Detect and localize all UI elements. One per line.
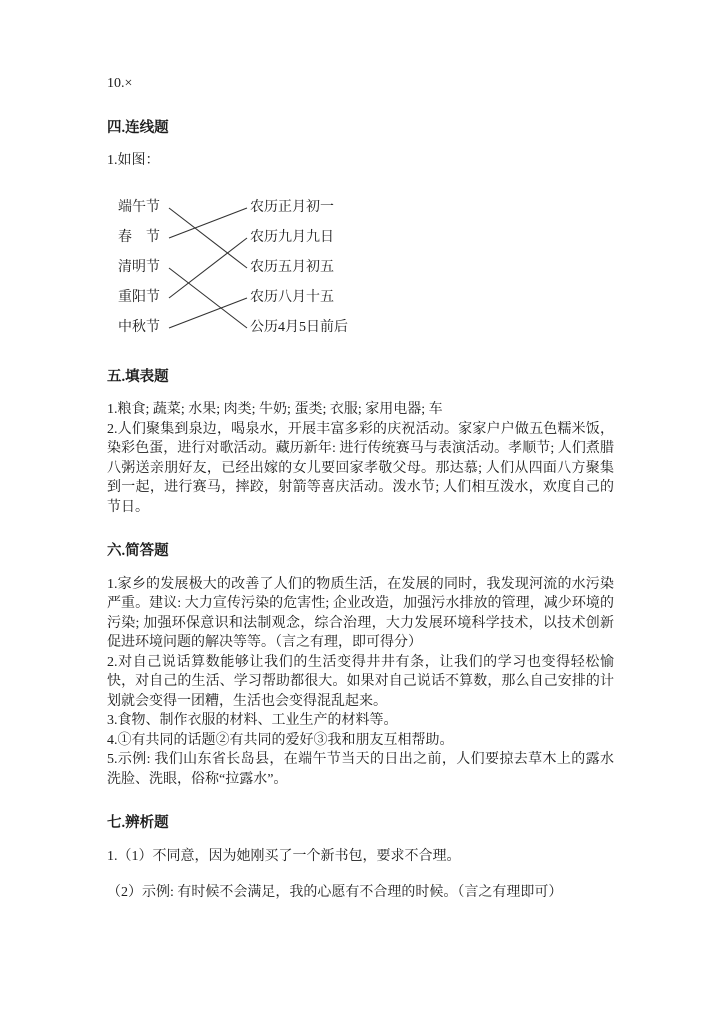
matching-right-column (250, 193, 348, 343)
date-label-lunar-aug-15: 农历八月十五 (250, 289, 334, 305)
short-answer-1: 1.家乡的发展极大的改善了人们的物质生活，在发展的同时，我发现河流的水污染严重。建议: 大力宣传污染的危害性; 企业改造，加强污水排放的管理，减少环境的污染; 加强环保意识和法制观念，综合治理，大力发展环境科学技术，以技术创新促进环境问题的解决等等。（言之有理，即可得分） (107, 576, 614, 650)
date-label-lunar-jan-1: 农历正月初一 (250, 199, 334, 215)
date-label-lunar-sep-9: 农历九月九日 (250, 229, 334, 245)
matching-diagram (118, 193, 614, 343)
short-answer-5: 5.示例: 我们山东省长岛县，在端午节当天的日出之前，人们要掠去草木上的露水洗脸、洗眼，俗称“拉露水”。 (107, 752, 614, 787)
fill-table-answer-1: 1.粮食; 蔬菜; 水果; 肉类; 牛奶; 蛋类; 衣服; 家用电器; 车 (107, 402, 443, 417)
festival-label-double-ninth: 重阳节 (118, 289, 160, 305)
matching-connection-lines (166, 193, 250, 343)
festival-label-spring: 春 节 (118, 229, 160, 245)
section-title-matching: 四.连线题 (107, 119, 169, 136)
short-answer-answers (107, 575, 614, 790)
matching-question-label: 1.如图： (107, 153, 160, 168)
festival-label-dragon-boat: 端午节 (118, 199, 160, 215)
short-answer-2: 2.对自己说话算数能够让我们的生活变得井井有条，让我们的学习也变得轻松愉快，对自己的生活、学习帮助都很大。如果对自己说话不算数，那么自己安排的计划就会变得一团糟，生活也会变得混乱起来。 (107, 654, 614, 709)
section-title-fill-table: 五.填表题 (107, 368, 169, 385)
answer-sheet-content (107, 74, 614, 920)
matching-left-column (118, 193, 166, 343)
date-label-lunar-may-5: 农历五月初五 (250, 259, 334, 275)
section-title-short-answer: 六.简答题 (107, 543, 169, 559)
fill-table-answers (107, 400, 614, 517)
short-answer-3: 3.食物、制作衣服的材料、工业生产的材料等。 (107, 713, 398, 728)
fill-table-answer-2: 2.人们聚集到泉边，喝泉水，开展丰富多彩的庆祝活动。家家户户做五色糯米饭，染彩色蛋，进行对歌活动。藏历新年: 进行传统赛马与表演活动。孝顺节; 人们煮腊八粥送亲朋好友，已经出嫁的女儿要回家孝敬父母。那达慕; 人们从四面八方聚集到一起，进行赛马，摔跤，射箭等喜庆活动。泼水节; 人们相互泼水，欢度自己的节日。 (107, 421, 614, 515)
discrimination-answer-2: （2）示例: 有时候不会满足，我的心愿有不合理的时候。（言之有理即可） (107, 885, 563, 900)
discrimination-answer-1: 1.（1）不同意，因为她刚买了一个新书包，要求不合理。 (107, 848, 461, 864)
short-answer-4: 4.①有共同的话题②有共同的爱好③我和朋友互相帮助。 (107, 732, 454, 748)
discrimination-answers (107, 847, 614, 903)
festival-label-qingming: 清明节 (118, 259, 160, 275)
date-label-solar-apr-5: 公历4月5日前后 (250, 319, 348, 335)
section-title-discrimination: 七.辨析题 (107, 815, 169, 831)
answer-item-10: 10.× (107, 76, 133, 91)
festival-label-mid-autumn: 中秋节 (118, 319, 160, 335)
